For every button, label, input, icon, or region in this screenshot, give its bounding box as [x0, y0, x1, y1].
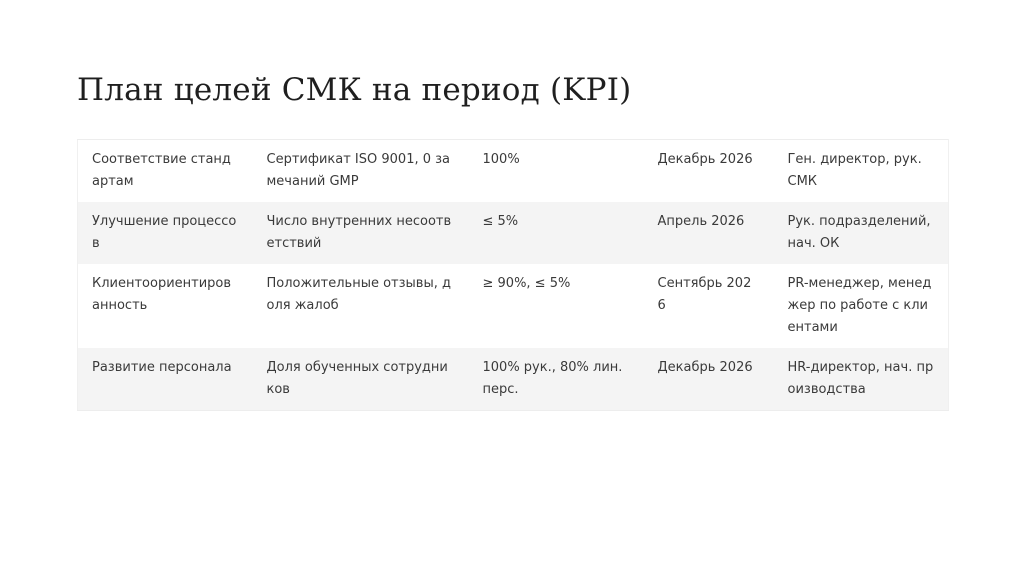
- goal-cell: Соответствие стандартам: [78, 140, 253, 203]
- indicator-cell: Доля обученных сотрудников: [253, 348, 469, 411]
- deadline-cell: Декабрь 2026: [644, 140, 774, 203]
- table-row: [78, 264, 949, 348]
- responsible-cell: Рук. подразделений, нач. ОК: [774, 202, 949, 264]
- target-cell: 100% рук., 80% лин. перс.: [469, 348, 644, 411]
- indicator-cell: Положительные отзывы, доля жалоб: [253, 264, 469, 348]
- goal-cell: Клиентоориентированность: [78, 264, 253, 348]
- responsible-cell: PR-менеджер, менеджер по работе с клиентами: [774, 264, 949, 348]
- deadline-cell: Апрель 2026: [644, 202, 774, 264]
- kpi-table: [77, 139, 949, 411]
- goal-cell: Улучшение процессов: [78, 202, 253, 264]
- target-cell: 100%: [469, 140, 644, 203]
- table-row: [78, 140, 949, 203]
- indicator-cell: Сертификат ISO 9001, 0 замечаний GMP: [253, 140, 469, 203]
- deadline-cell: Декабрь 2026: [644, 348, 774, 411]
- responsible-cell: HR-директор, нач. производства: [774, 348, 949, 411]
- indicator-cell: Число внутренних несоответствий: [253, 202, 469, 264]
- target-cell: ≤ 5%: [469, 202, 644, 264]
- slide-title: План целей СМК на период (KPI): [77, 72, 632, 108]
- table-row: [78, 348, 949, 411]
- table-row: [78, 202, 949, 264]
- responsible-cell: Ген. директор, рук. СМК: [774, 140, 949, 203]
- target-cell: ≥ 90%, ≤ 5%: [469, 264, 644, 348]
- goal-cell: Развитие персонала: [78, 348, 253, 411]
- deadline-cell: Сентябрь 2026: [644, 264, 774, 348]
